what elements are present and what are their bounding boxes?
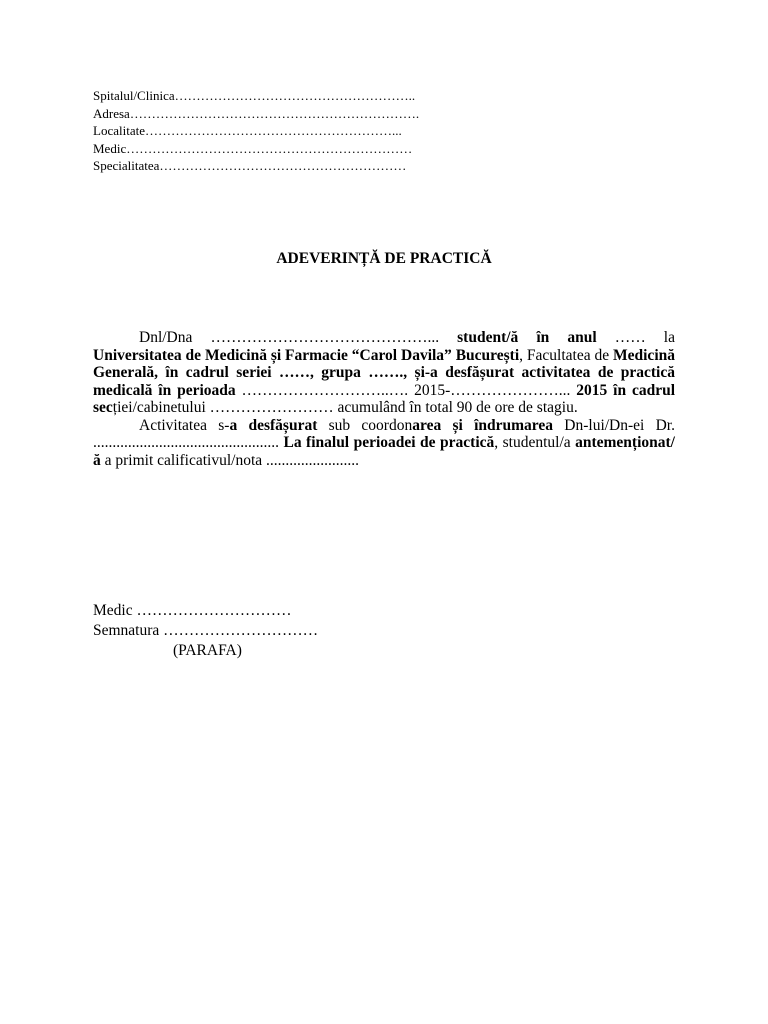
- paragraph-coordination: [93, 417, 675, 470]
- paragraph-attestation: [93, 329, 675, 417]
- p1-seg-7: ………………………..…. 2015-…………………...: [235, 381, 577, 399]
- p1-seg-8: 2015 în cadrul sec: [93, 381, 676, 416]
- p2-seg-7: , studentul/a: [494, 434, 576, 451]
- signature-block: [93, 601, 318, 661]
- p1-seg-5: , Facultatea de: [519, 346, 613, 364]
- p2-seg-3: sub coordon: [317, 416, 413, 434]
- locality-line: Localitate…………………………………………………...: [93, 123, 402, 138]
- p2-seg-5: Dn-lui/Dn-ei Dr. ................................................: [93, 416, 675, 451]
- p2-seg-6: La finalul perioadei de practică: [283, 434, 495, 451]
- signature-doctor: Medic …………………………: [93, 602, 292, 619]
- p2-seg-4: area și îndrumarea: [412, 416, 554, 434]
- doctor-line: Medic…………………………………………………………: [93, 140, 413, 156]
- document-title: ADEVERINȚĂ DE PRACTICĂ: [276, 250, 492, 267]
- p2-seg-2: a desfășurat: [229, 416, 318, 434]
- p2-seg-1: Activitatea s-: [139, 416, 230, 434]
- address-line: Adresa………………………………………………………….: [93, 105, 420, 121]
- p1-seg-10: iei/cabinetului …………………… acumulând în total 90 de ore de stagiu.: [117, 399, 578, 416]
- p2-seg-8: antemenționat/ă: [93, 434, 675, 469]
- p2-seg-9: a primit calificativul/nota ........................: [100, 451, 360, 469]
- signature-sign: Semnatura …………………………: [93, 622, 319, 639]
- p1-seg-2: student/ă în anul: [457, 329, 597, 346]
- p1-seg-9: ț: [112, 399, 118, 416]
- specialty-line: Specialitatea…………………………………………………: [93, 158, 407, 173]
- p1-seg-4: Universitatea de Medicină și Farmacie “Carol Davila” București: [93, 346, 520, 364]
- p1-seg-3: …… la: [596, 329, 675, 346]
- p1-seg-1: Dnl/Dna ……………………………………...: [139, 329, 458, 346]
- document-body: [93, 329, 675, 469]
- signature-stamp: (PARAFA): [173, 642, 242, 659]
- hospital-line: Spitalul/Clinica………………………………………………..: [93, 88, 416, 103]
- institution-header: [93, 87, 419, 175]
- p1-seg-6: Medicină Generală, în cadrul seriei ……, grupa ……., și-a desfășurat activitatea de practică medicală în perioada: [93, 346, 675, 399]
